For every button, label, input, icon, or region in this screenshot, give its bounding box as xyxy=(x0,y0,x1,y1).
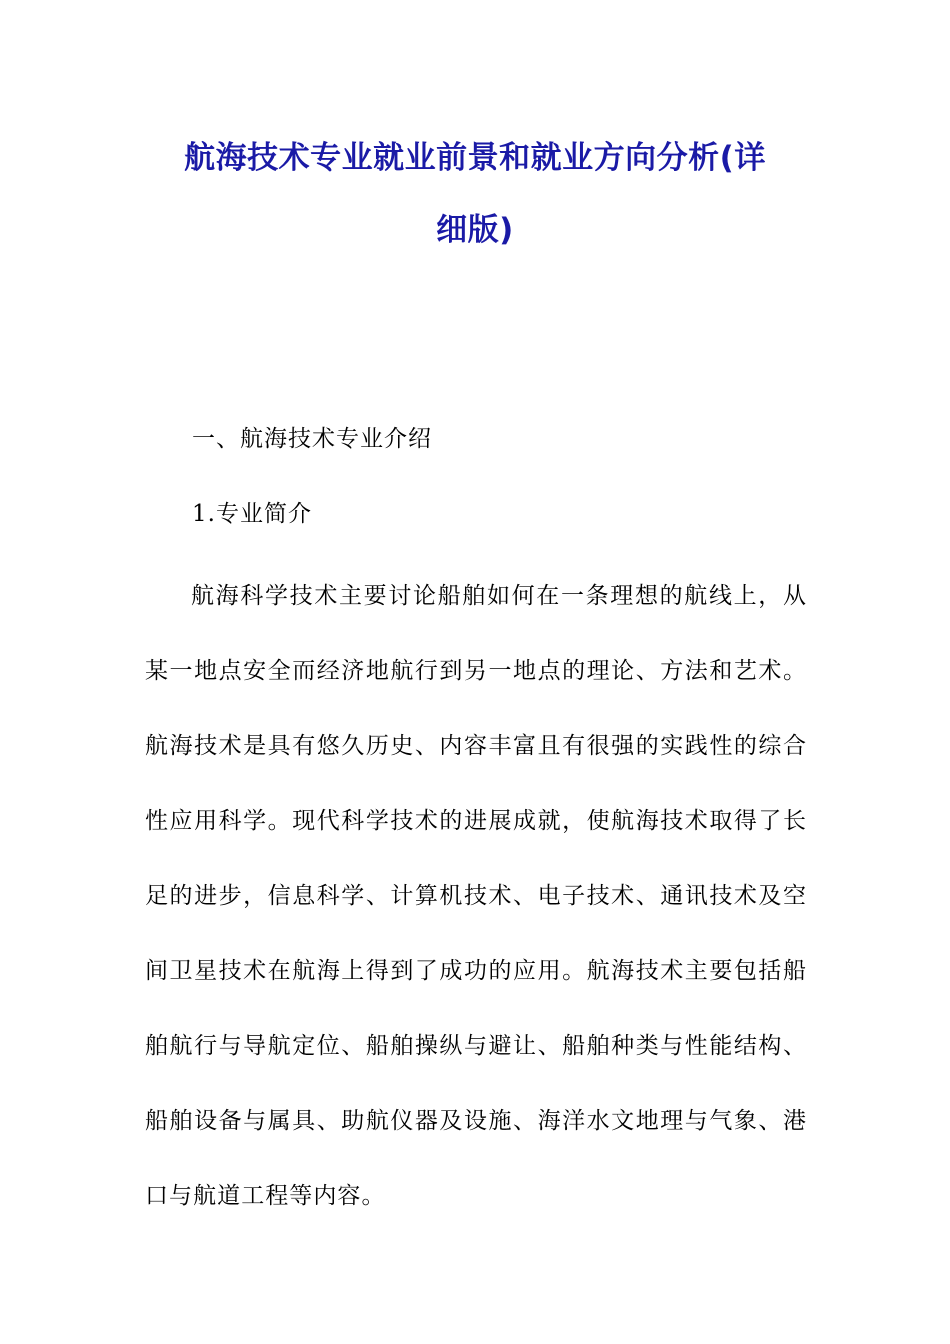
document-title xyxy=(145,122,805,266)
subsection-heading: 1.专业简介 xyxy=(192,501,312,527)
document-title-line-2: 细版) xyxy=(436,212,514,248)
section-heading: 一、航海技术专业介绍 xyxy=(192,426,432,452)
body-paragraph: 航海科学技术主要讨论船舶如何在一条理想的航线上，从某一地点安全而经济地航行到另一地点的理论、方法和艺术。航海技术是具有悠久历史、内容丰富且有很强的实践性的综合性应用科学。现代科学技术的进展成就，使航海技术取得了长足的进步，信息科学、计算机技术、电子技术、通讯技术及空间卫星技术在航海上得到了成功的应用。航海技术主要包括船舶航行与导航定位、船舶操纵与避让、船舶种类与性能结构、船舶设备与属具、助航仪器及设施、海洋水文地理与气象、港口与航道工程等内容。 xyxy=(145,583,807,1209)
document-title-line-1: 航海技术专业就业前景和就业方向分析(详 xyxy=(184,140,766,176)
